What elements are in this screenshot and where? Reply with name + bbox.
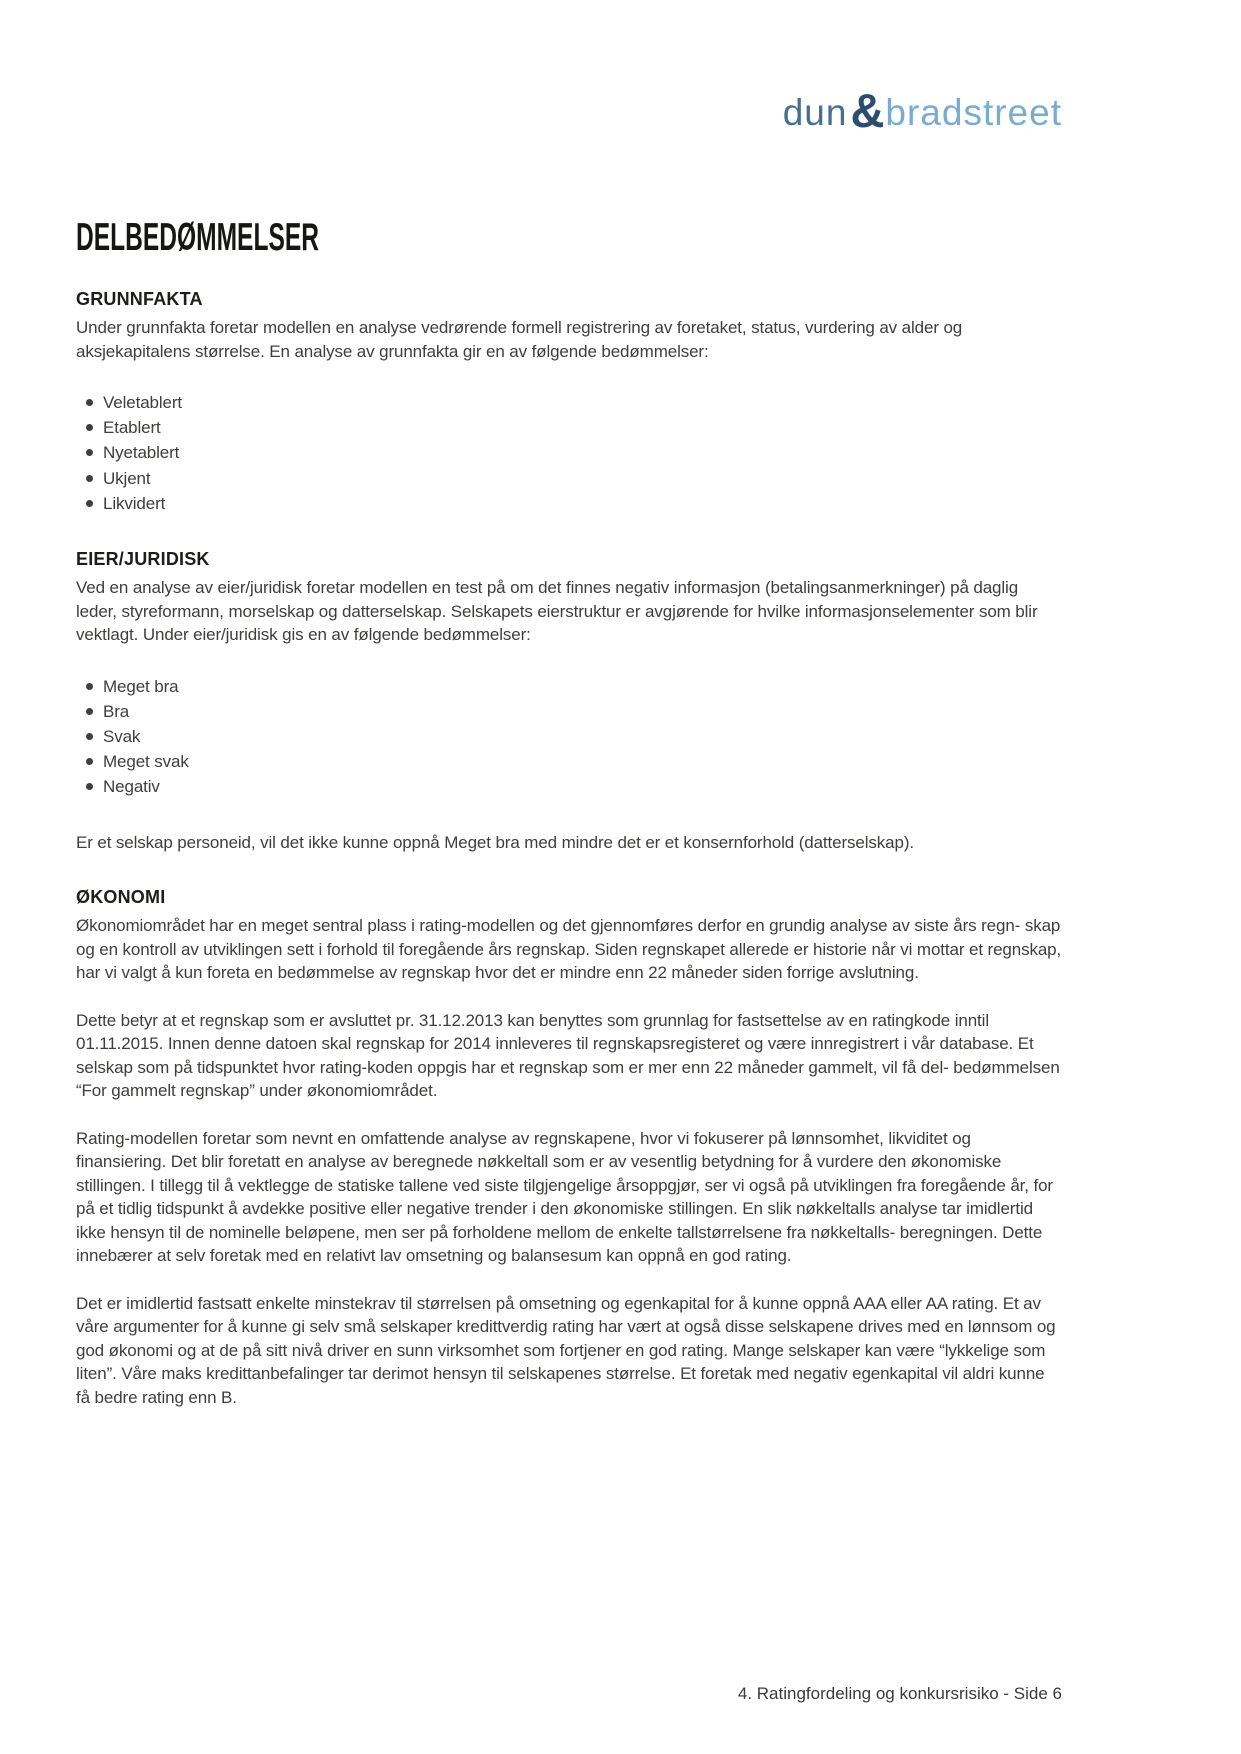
list-item (76, 674, 1062, 699)
okonomi-paragraph-4: Det er imidlertid fastsatt enkelte minstekrav til størrelsen på omsetning og egenkapital for å kunne oppnå AAA eller AA rating. Et av våre argumenter for å kunne gi selv små selskaper kredittverdig rating har vært at også disse selskapene drives med en lønnsom og god økonomi og at de på sitt nivå driver en sunn virksomhet som fortjener en god rating. Mange selskaper kan være “lykkelige som liten”. Våre maks kredittanbefalinger tar derimot hensyn til selskapenes størrelse. Et foretak med negativ egenkapital vil aldri kunne få bedre rating enn B. (76, 1293, 1056, 1407)
list-item (76, 440, 1062, 465)
bullet-icon (86, 449, 93, 456)
list-item-label: Ukjent (103, 468, 151, 488)
list-item (76, 491, 1062, 516)
list-item (76, 466, 1062, 491)
bullet-icon (86, 758, 93, 765)
section-heading-grunnfakta: GRUNNFAKTA (76, 289, 203, 309)
bullet-icon (86, 500, 93, 507)
section-intro-grunnfakta: Under grunnfakta foretar modellen en analyse vedrørende formell registrering av foretaket, status, vurdering av alder og aksjekapitalens størrelse. En analyse av grunnfakta gir en av følgende bedømmelser: (76, 318, 963, 361)
list-item (76, 774, 1062, 799)
ampersand-icon: & (850, 84, 885, 137)
dun-bradstreet-logo (76, 84, 1062, 137)
list-item (76, 724, 1062, 749)
bullet-icon (86, 733, 93, 740)
list-item (76, 699, 1062, 724)
list-item-label: Veletablert (103, 393, 183, 412)
list-item-label: Meget bra (103, 676, 179, 696)
list-item-label: Bra (103, 701, 130, 721)
logo-text-bradstreet: bradstreet (885, 92, 1062, 133)
section-heading-eier-juridisk: EIER/JURIDISK (76, 549, 210, 570)
bullet-icon (86, 683, 93, 690)
list-item (76, 749, 1062, 774)
bullet-icon (86, 783, 93, 790)
list-item-label: Etablert (103, 418, 161, 438)
list-item (76, 415, 1062, 440)
list-item (76, 390, 1062, 415)
list-item-label: Meget svak (103, 752, 189, 772)
bullet-icon (86, 399, 93, 406)
eier-juridisk-note: Er et selskap personeid, vil det ikke kunne oppnå Meget bra med mindre det er et konsernforhold (datterselskap). (76, 832, 914, 852)
list-item-label: Likvidert (103, 493, 166, 513)
page-title: DELBEDØMMELSER (76, 216, 319, 259)
list-item-label: Nyetablert (103, 443, 180, 463)
list-item-label: Svak (103, 726, 141, 746)
eier-juridisk-bullet-list (76, 674, 1062, 800)
grunnfakta-bullet-list (76, 390, 1062, 516)
bullet-icon (86, 424, 93, 431)
logo-text-dun: dun (782, 92, 848, 133)
okonomi-paragraph-1: Økonomiområdet har en meget sentral plass i rating-modellen og det gjennomføres derfor en grundig analyse av siste års regn- skap og en kontroll av utviklingen sett i forhold til foregående års regnskap. Siden regnskapet allerede er historie når vi mottar et regnskap, har vi valgt å kun foreta en bedømmelse av regnskap hvor det er mindre enn 22 måneder siden forrige avslutning. (76, 916, 1062, 983)
list-item-label: Negativ (103, 777, 160, 797)
bullet-icon (86, 708, 93, 715)
okonomi-paragraph-3: Rating-modellen foretar som nevnt en omfattende analyse av regnskapene, hvor vi fokuserer på lønnsomhet, likviditet og finansiering. Det blir foretatt en analyse av beregnede nøkkeltall som er av vesentlig betydning for å vurdere den økonomiske stillingen. I tillegg til å vektlegge de statiske tallene ved siste tilgjengelige årsoppgjør, ser vi også på utviklingen fra foregående år, for på et tidlig tidspunkt å avdekke positive eller negative trender i den økonomiske stillingen. En slik nøkkeltalls analyse tar imidlertid ikke hensyn til de nominelle beløpene, men ser på forholdene mellom de enkelte tallstørrelsene fra nøkkeltalls- beregningen. Dette innebærer at selv foretak med en relativt lav omsetning og balansesum kan oppnå en god rating. (76, 1128, 1053, 1266)
bullet-icon (86, 475, 93, 482)
page-footer: 4. Ratingfordeling og konkursrisiko - Side 6 (737, 1684, 1062, 1703)
section-heading-okonomi: ØKONOMI (76, 887, 166, 908)
okonomi-paragraph-2: Dette betyr at et regnskap som er avsluttet pr. 31.12.2013 kan benyttes som grunnlag for fastsettelse av en ratingkode inntil 01.11.2015. Innen denne datoen skal regnskap for 2014 innleveres til regnskapsregisteret og være innregistrert i vår database. Et selskap som på tidspunktet hvor rating-koden oppgis har et regnskap som er mer enn 22 måneder gammelt, vil få del- bedømmelsen “For gammelt regnskap” under økonomiområdet. (76, 1010, 1060, 1101)
section-intro-eier-juridisk: Ved en analyse av eier/juridisk foretar modellen en test på om det finnes negativ informasjon (betalingsanmerkninger) på daglig leder, styreformann, morselskap og datterselskap. Selskapets eierstruktur er avgjørende for hvilke informasjonselementer som blir vektlagt. Under eier/juridisk gis en av følgende bedømmelser: (76, 578, 1038, 645)
